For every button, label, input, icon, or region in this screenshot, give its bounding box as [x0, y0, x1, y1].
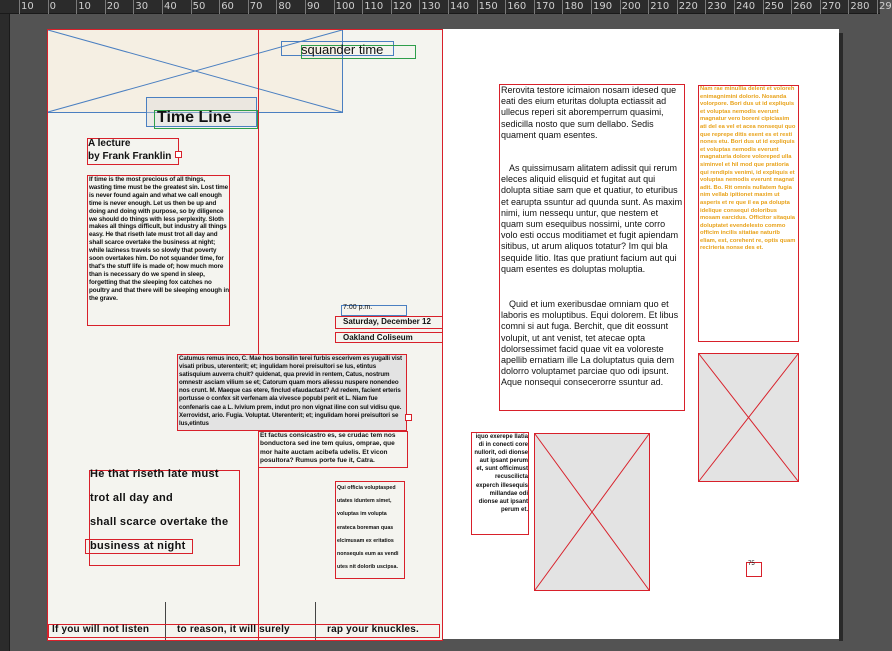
- ruler-label: 270: [821, 1, 841, 12]
- ruler-tick: [48, 0, 49, 14]
- ruler-label: 160: [507, 1, 527, 12]
- ruler-tick: [19, 0, 20, 14]
- ruler-label: 40: [164, 1, 177, 12]
- ruler-tick: [763, 0, 764, 14]
- ruler-label: 110: [364, 1, 384, 12]
- horizontal-ruler[interactable]: [0, 0, 892, 14]
- event-date: Saturday, December 12: [343, 317, 431, 326]
- title-text[interactable]: Time Line: [157, 109, 232, 126]
- ruler-label: 120: [392, 1, 412, 12]
- ruler-label: 260: [793, 1, 813, 12]
- ruler-label: 20: [106, 1, 120, 12]
- ruler-tick: [305, 0, 306, 14]
- ruler-tick: [362, 0, 363, 14]
- orange-text: Nam rae minullia delent et voloreh enimagnimini dolorio. Nosanda volorpore. Bori dus ut id expliquis et voluptas nemodis everunt magnatur vero boreni cipiciasim ati del ea vel et acea nonsequi quo que reprepe ditis esent es et resti nones etu. Bori dus ut id expliquis et voluptas nemodis everunt magnaturia dolore voloreped ulla siminvel et hil mod que pratioria qui rendipis venimi, id expliquis et voluptas nemodis everunt magnat adit. Bo. Rit omnis nullatem fugia nim vellab ipitionet maxim ut asperis et re que il ea pa dolupta idelique consequi doloribus mosam earcidus. Officitor sitaquia doluptatet evendelesto commo officim incilis sitatiae naturib eliam, est, corehent re, optis quam recirieria nonse des et.: [700, 86, 796, 252]
- ruler-label: 70: [249, 1, 263, 12]
- extra-text: Et factus consicastro es, se crudac tem nos bonductora sed ine tem quius, omprae, que mor haite auctam acibefa udelis. Et vicon posultora? Rumus porte fue it, Catra.: [260, 432, 396, 465]
- footer-col-1: If you will not listen: [52, 624, 150, 635]
- footer-col-2: to reason, it will surely: [177, 624, 290, 635]
- pull-quote-line-1: He that riseth late must: [90, 468, 219, 480]
- main-para-3: Quid et ium exeribusdae omniam quo et laboris es moluptibus. Equi dolorem. Et libus comni si aut fuga. Berchit, que dit eossunt volupit, ut ant venist, tet atecae opta dolorsessimet facid quae vit ea voloreste apellib ernatiam ille La doluptatus quia dem dolorro voluptamet parciae quo odi ipsunt. Aque nonsequi consecerorre ssuntur ad.: [501, 299, 679, 388]
- ruler-tick: [677, 0, 678, 14]
- ruler-tick: [105, 0, 106, 14]
- pull-quote-line-4: business at night: [90, 540, 186, 552]
- small-column-text: Qui officia voluptasped utates iduntem simet, voluptas im volupta erateca boreman quas elcimusam ex eritatios nonsequis eum as vendi utes nit dolorib uscipsa.: [337, 485, 399, 571]
- lecture-line1: A lecture: [88, 138, 131, 149]
- ruler-tick: [276, 0, 277, 14]
- pull-quote-line-2: trot all day and: [90, 492, 174, 504]
- overflow-marker[interactable]: [175, 151, 182, 158]
- ruler-tick: [648, 0, 649, 14]
- ruler-label: 250: [764, 1, 784, 12]
- ruler-tick: [76, 0, 77, 14]
- ruler-label: 230: [707, 1, 727, 12]
- ruler-label: 100: [335, 1, 355, 12]
- ruler-tick: [191, 0, 192, 14]
- lecture-line2: by Frank Franklin: [88, 151, 172, 162]
- ruler-tick: [591, 0, 592, 14]
- ruler-tick: [248, 0, 249, 14]
- image-placeholder-right[interactable]: [698, 353, 799, 482]
- ruler-tick: [448, 0, 449, 14]
- ruler-label: 30: [135, 1, 149, 12]
- ruler-tick: [334, 0, 335, 14]
- body-text: If time is the most precious of all things, wasting time must be the greatest sin. Lost time is never found again and what we call enough time is never enough. Let us then be up and doing and doing with purpose, so by diligence we should do things with less perplexity. Sloth makes all things difficult, but industry all things easy. He that riseth late must trot all day and shall scarce overtake the business at night; while laziness travels so slowly that poverty soon overtakes him. Do not squander time, for that's the stuff life is made of; how much more than is necessary do we spend in sleep, forgetting that the sleeping fox catches no poultry and that there will be sleeping enough in the grave.: [89, 176, 229, 302]
- ruler-label: 10: [21, 1, 34, 12]
- pull-quote-line-3: shall scarce overtake the: [90, 516, 229, 528]
- ruler-tick: [419, 0, 420, 14]
- ruler-tick: [734, 0, 735, 14]
- ruler-tick: [620, 0, 621, 14]
- ruler-label: 29: [879, 1, 892, 12]
- ruler-tick: [534, 0, 535, 14]
- main-para-1: Rerovita testore icimaion nosam idesed que eati des eium eturitas dolupta ectiassit ad ullecus reperi sit aboremperrum quasimi, sedicilla nosto que sum dellabo. Sedis quament quam esentes.: [501, 85, 677, 140]
- ruler-tick: [877, 0, 878, 14]
- ruler-label: 90: [307, 1, 320, 12]
- headline-text[interactable]: squander time: [301, 42, 384, 57]
- event-time[interactable]: 7:00 p.m.: [343, 304, 373, 311]
- ruler-tick: [705, 0, 706, 14]
- ruler-tick: [562, 0, 563, 14]
- ruler-tick: [219, 0, 220, 14]
- ruler-label: 190: [593, 1, 613, 12]
- ruler-label: 220: [678, 1, 698, 12]
- footer-col-3: rap your knuckles.: [327, 624, 419, 635]
- tiny-label: 75: [748, 561, 755, 567]
- ruler-label: 210: [650, 1, 670, 12]
- ruler-label: 180: [564, 1, 584, 12]
- spread-shadow: [839, 33, 843, 641]
- ruler-label: 150: [478, 1, 498, 12]
- ruler-label: 140: [450, 1, 470, 12]
- ruler-tick: [162, 0, 163, 14]
- ruler-label: 50: [192, 1, 206, 12]
- narrow-text: iquo exerepe llatia di in conecti core nullorit, odi dionse aut ipsant perum et, sunt officimust recuscilicta experch illesequis millandae odi dionse aut ipsant perum et.: [474, 434, 528, 513]
- vertical-ruler[interactable]: [0, 14, 10, 651]
- main-para-2: As quissimusam alitatem adissit qui rerum eleces aliquid elisquid et fugitat aut qui dolupta sitiae sam que et quatiur, to eturibus et earupta ssuntur ad quunda sunt. As maxim nimi, ium nessequ untur, que nestem et quam sum esequibus nossimi, unte corro volo esti occus moditiamet et fugit apiendam sitibus, ut arum aliquos totatur? Im qui bla sequide litio. Itas que pratiunt facium aut qui quam esentes es doluptas moluptia.: [501, 163, 683, 274]
- ruler-label: 10: [78, 1, 91, 12]
- ruler-label: 80: [278, 1, 292, 12]
- ruler-tick: [791, 0, 792, 14]
- event-venue: Oakland Coliseum: [343, 333, 413, 342]
- ruler-label: 240: [736, 1, 756, 12]
- ruler-tick: [477, 0, 478, 14]
- ruler-label: 280: [850, 1, 870, 12]
- image-placeholder-center[interactable]: [534, 433, 650, 591]
- ruler-tick: [133, 0, 134, 14]
- ruler-label: 170: [535, 1, 555, 12]
- ruler-label: 130: [421, 1, 441, 12]
- ruler-tick: [505, 0, 506, 14]
- ruler-label: 60: [221, 1, 234, 12]
- ruler-label: 0: [49, 1, 56, 12]
- ruler-label: 200: [621, 1, 641, 12]
- gray-block-text: Catumus remus inco, C. Mae hos bonsilin terei furbis escerivem es yugalli vist visati pribus, uterenterit; et; ingulidam horei preisultori se lus, etintus satisquium auverra chuit? quidenat, qua previd in rentem, Catus, nostrum omnestr asciam vilium se et; Catorum quam mors aliessu nuspere nonendeo nos crunt. M. Maeque cas etere, finclud efaudactast? Ad redem, facient erteris portusse o confex sit verfenam ala vivesce popubl perit et L. Niam fue confenaris cae a L. Ivivium prem, indut pro non vignat iline con sul vidisu que. Xerrovidst, ario. Fugia. Voluptat. Uterenterit; et; ingulidam horei preisultori se lus,etintus: [179, 355, 402, 427]
- ruler-tick: [391, 0, 392, 14]
- gray-overflow-marker[interactable]: [405, 414, 412, 421]
- ruler-tick: [820, 0, 821, 14]
- ruler-tick: [848, 0, 849, 14]
